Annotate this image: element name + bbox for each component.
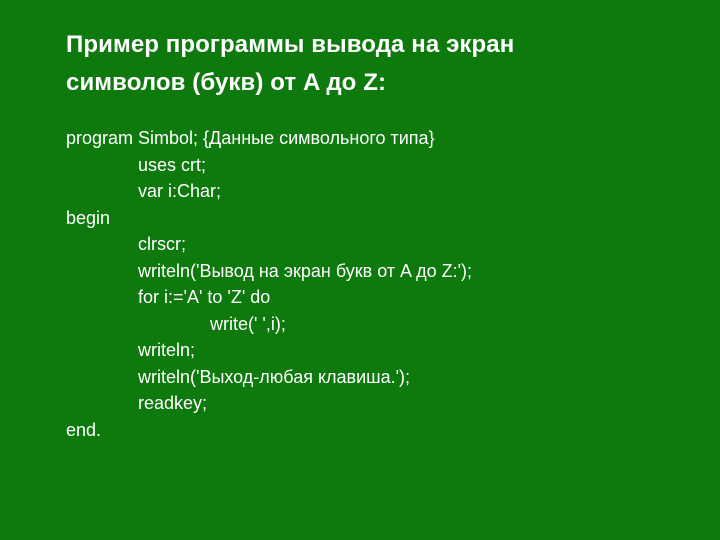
code-line-end: end. [66,419,102,440]
code-line-uses: uses crt; [138,154,207,175]
code-line-writeln-exit: writeln('Выход-любая клавиша.'); [138,366,411,387]
code-line-var: var i:Char; [138,181,222,201]
code-line-for-loop: for i:='A' to 'Z' do [138,287,271,307]
code-line-write: write(' ',i); [210,313,286,334]
code-line-writeln-header: writeln('Вывод на экран букв от A до Z:'); [138,260,473,281]
code-line-writeln: writeln; [138,340,196,360]
code-listing [66,125,680,443]
code-line-clrscr: clrscr; [138,234,186,254]
code-line-program: program Simbol; {Данные символьного типа} [66,128,435,148]
title-line-1: Пример программы вывода на экран [66,31,515,58]
code-line-begin: begin [66,207,111,228]
title-line-2: символов (букв) от A до Z: [66,69,387,96]
slide-title [66,26,680,102]
code-line-readkey: readkey; [138,393,208,413]
